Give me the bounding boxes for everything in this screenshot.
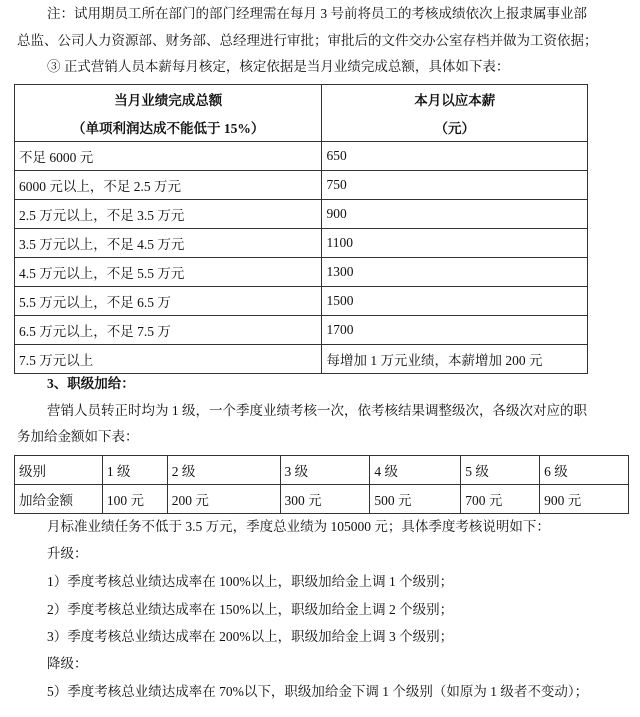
table-row (15, 171, 588, 200)
level-cell: 6 级 (540, 456, 629, 485)
salary-cell: 750 (322, 171, 588, 200)
salary-cell: 1500 (322, 287, 588, 316)
table-row (15, 316, 588, 345)
header-col2-line2: （元） (322, 113, 588, 142)
level-cell: 3 级 (280, 456, 370, 485)
range-cell: 2.5 万元以上，不足 3.5 万元 (15, 200, 322, 229)
upgrade-rule-2: 2）季度考核总业绩达成率在 150%以上，职级加给金上调 2 个级别； (47, 602, 454, 617)
level-header-cell: 级别 (15, 456, 103, 485)
note-line-1: 注：试用期员工所在部门的部门经理需在每月 3 号前将员工的考核成绩依次上报隶属事业部 (47, 6, 587, 21)
amount-header-cell: 加给金额 (15, 485, 103, 514)
table-row (15, 142, 588, 171)
level-cell: 1 级 (102, 456, 167, 485)
item3-text: ③ 正式营销人员本薪每月核定，核定依据是当月业绩完成总额，具体如下表： (47, 59, 510, 74)
amount-cell: 300 元 (280, 485, 370, 514)
level-cell: 5 级 (461, 456, 540, 485)
salary-table (14, 84, 588, 374)
upgrade-rule-1: 1）季度考核总业绩达成率在 100%以上，职级加给金上调 1 个级别； (47, 574, 454, 589)
amount-cell: 200 元 (167, 485, 280, 514)
table-row (15, 229, 588, 258)
range-cell: 6000 元以上，不足 2.5 万元 (15, 171, 322, 200)
range-cell: 5.5 万元以上，不足 6.5 万 (15, 287, 322, 316)
downgrade-rule-5: 5）季度考核总业绩达成率在 70%以下，职级加给金下调 1 个级别（如原为 1 级者不变动）； (47, 684, 589, 699)
level-cell: 4 级 (370, 456, 461, 485)
salary-cell: 1700 (322, 316, 588, 345)
amount-cell: 500 元 (370, 485, 461, 514)
section3-title: 3、职级加给： (47, 376, 135, 391)
header-col2-line1: 本月以应本薪 (322, 85, 588, 114)
upgrade-title: 升级： (47, 546, 88, 561)
upgrade-rule-3: 3）季度考核总业绩达成率在 200%以上，职级加给金上调 3 个级别； (47, 629, 454, 644)
amount-cell: 900 元 (540, 485, 629, 514)
salary-cell: 900 (322, 200, 588, 229)
salary-cell: 1100 (322, 229, 588, 258)
header-col1-line1: 当月业绩完成总额 (15, 85, 322, 114)
table-row (15, 258, 588, 287)
range-cell: 4.5 万元以上，不足 5.5 万元 (15, 258, 322, 287)
amount-row (15, 485, 629, 514)
salary-cell: 650 (322, 142, 588, 171)
downgrade-title: 降级： (47, 656, 88, 671)
range-cell: 6.5 万元以上，不足 7.5 万 (15, 316, 322, 345)
level-table (14, 455, 629, 514)
level-row (15, 456, 629, 485)
range-cell: 7.5 万元以上 (15, 345, 322, 374)
section3-para-line2: 务加给金额如下表： (17, 429, 139, 444)
header-col1-line2: （单项利润达成不能低于 15%） (15, 113, 322, 142)
salary-cell: 1300 (322, 258, 588, 287)
table-row (15, 200, 588, 229)
section3-para-line1: 营销人员转正时均为 1 级，一个季度业绩考核一次，依考核结果调整级次，各级次对应的职 (47, 403, 587, 418)
note-line-2: 总监、公司人力资源部、财务部、总经理进行审批；审批后的文件交办公室存档并做为工资依据； (17, 33, 598, 48)
table-row (15, 287, 588, 316)
level-cell: 2 级 (167, 456, 280, 485)
amount-cell: 100 元 (102, 485, 167, 514)
salary-cell: 每增加 1 万元业绩，本薪增加 200 元 (322, 345, 588, 374)
table-header-row (15, 113, 588, 142)
range-cell: 3.5 万元以上，不足 4.5 万元 (15, 229, 322, 258)
rules-intro: 月标准业绩任务不低于 3.5 万元，季度总业绩为 105000 元；具体季度考核说明如下： (47, 519, 550, 534)
table-header-row (15, 85, 588, 114)
range-cell: 不足 6000 元 (15, 142, 322, 171)
amount-cell: 700 元 (461, 485, 540, 514)
table-row (15, 345, 588, 374)
